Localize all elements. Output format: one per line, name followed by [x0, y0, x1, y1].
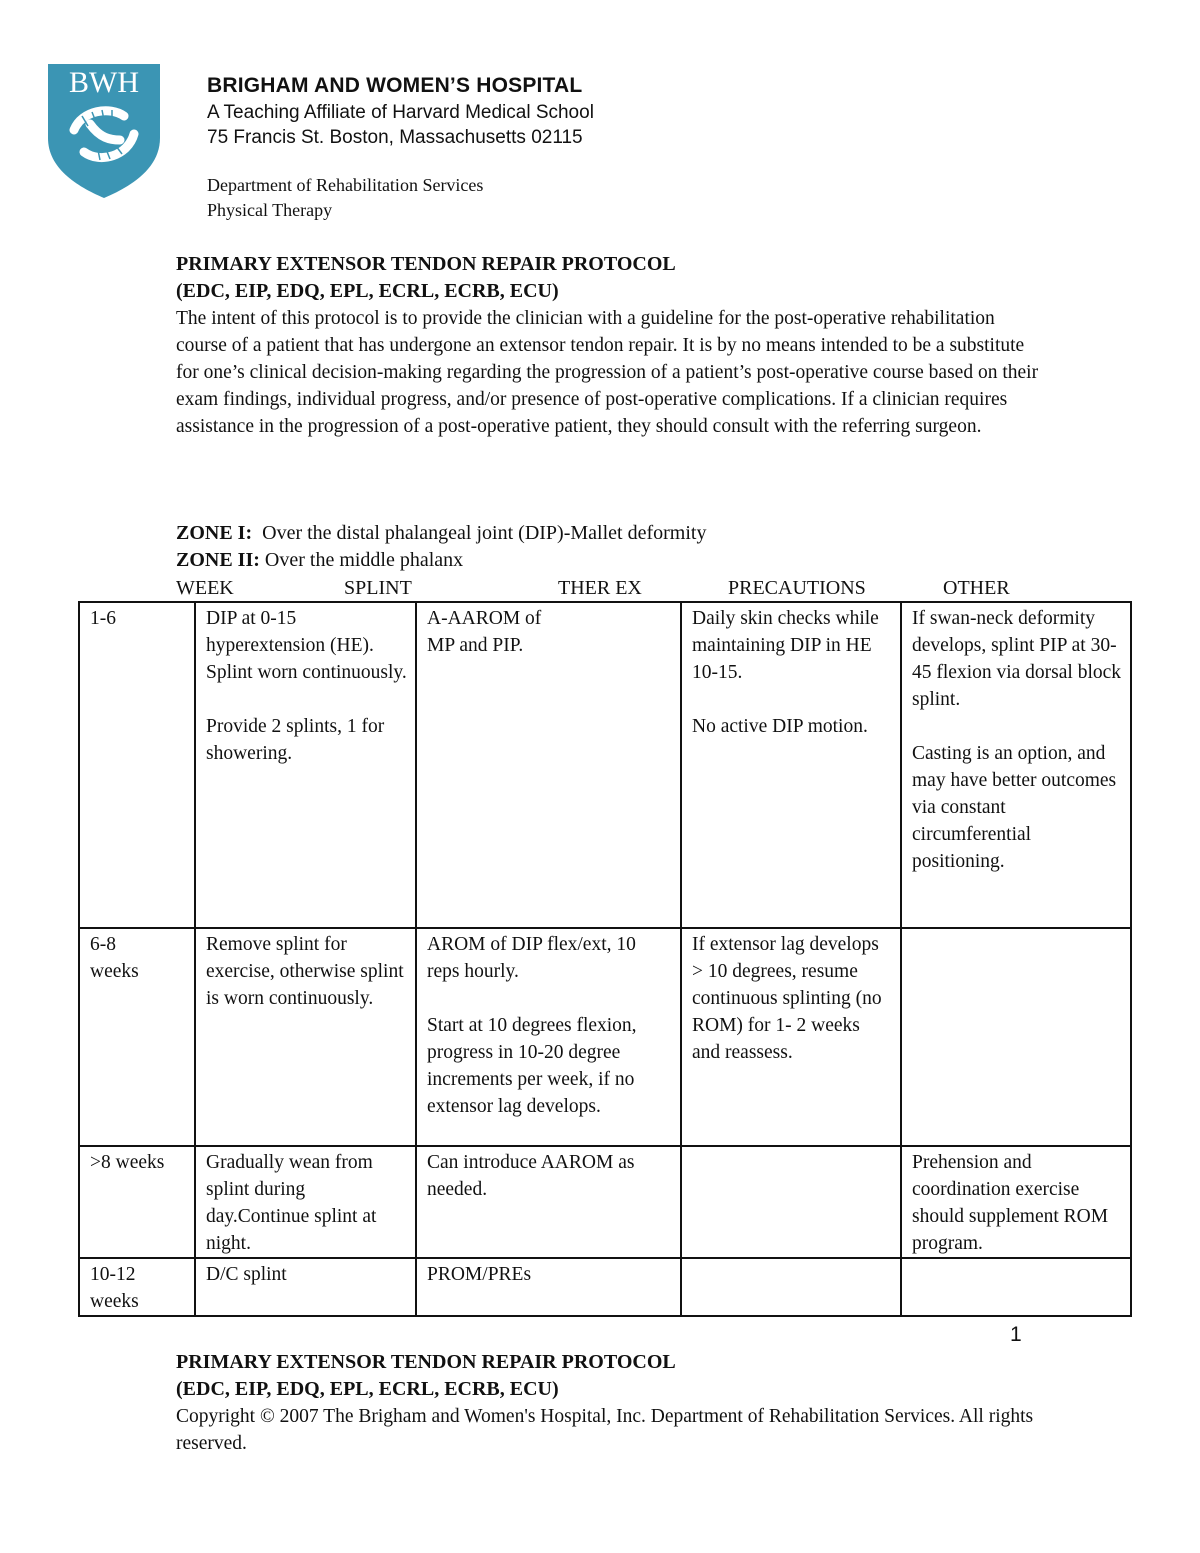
zone-list	[176, 520, 706, 574]
zone-2	[176, 547, 706, 574]
cell-splint: DIP at 0-15 hyperextension (HE). Splint worn continuously. Provide 2 splints, 1 for showering.	[195, 602, 416, 928]
footer-copyright: Copyright © 2007 The Brigham and Women's Hospital, Inc. Department of Rehabilitation Services. All rights reserved.	[176, 1406, 1034, 1454]
cell-week: >8 weeks	[79, 1146, 195, 1258]
cell-precautions: Daily skin checks while maintaining DIP in HE 10-15. No active DIP motion.	[681, 602, 901, 928]
column-header-precautions: PRECAUTIONS	[728, 577, 866, 599]
cell-precautions	[681, 1258, 901, 1316]
division-name: Physical Therapy	[207, 200, 333, 220]
table-row	[79, 602, 1131, 928]
column-header-week: WEEK	[176, 577, 234, 599]
cell-splint: Remove splint for exercise, otherwise splint is worn continuously.	[195, 928, 416, 1146]
protocol-table	[78, 601, 1132, 1317]
protocol-intent: The intent of this protocol is to provide the clinician with a guideline for the post-operative rehabilitation course of a patient that has undergone an extensor tendon repair. It is by no means intended to be a substitute for one’s clinical decision-making regarding the progression of a patient’s post-operative course based on their exam findings, individual progress, and/or presence of post-operative complications. If a clinician requires assistance in the progression of a post-operative patient, they should consult with the referring surgeon.	[176, 308, 1039, 437]
cell-ther-ex: AROM of DIP flex/ext, 10 reps hourly. Start at 10 degrees flexion, progress in 10-20 degree increments per week, if no extensor lag develops.	[416, 928, 681, 1146]
cell-week: 6-8 weeks	[79, 928, 195, 1146]
cell-splint: D/C splint	[195, 1258, 416, 1316]
cell-other: Prehension and coordination exercise should supplement ROM program.	[901, 1146, 1131, 1258]
department-block	[207, 173, 483, 223]
footer-tendons: (EDC, EIP, EDQ, EPL, ECRL, ECRB, ECU)	[176, 1378, 559, 1400]
cell-ther-ex: Can introduce AAROM as needed.	[416, 1146, 681, 1258]
protocol-intro	[176, 251, 1046, 440]
zone-1-label: ZONE I:	[176, 522, 253, 544]
bwh-logo-text: BWH	[69, 66, 139, 99]
cell-ther-ex: A-AAROM of MP and PIP.	[416, 602, 681, 928]
zone-2-desc: Over the middle phalanx	[264, 549, 464, 571]
table-row	[79, 1258, 1131, 1316]
hospital-affiliation: A Teaching Affiliate of Harvard Medical School	[207, 102, 594, 123]
protocol-tendons: (EDC, EIP, EDQ, EPL, ECRL, ECRB, ECU)	[176, 280, 559, 302]
zone-1	[176, 520, 706, 547]
cell-splint: Gradually wean from splint during day.Continue splint at night.	[195, 1146, 416, 1258]
footer-title: PRIMARY EXTENSOR TENDON REPAIR PROTOCOL	[176, 1351, 676, 1373]
cell-other	[901, 928, 1131, 1146]
table-row	[79, 928, 1131, 1146]
column-header-splint: SPLINT	[344, 577, 412, 599]
cell-precautions: If extensor lag develops > 10 degrees, resume continuous splinting (no ROM) for 1- 2 weeks and reassess.	[681, 928, 901, 1146]
protocol-title: PRIMARY EXTENSOR TENDON REPAIR PROTOCOL	[176, 253, 676, 275]
cell-week: 1-6	[79, 602, 195, 928]
zone-1-desc: Over the distal phalangeal joint (DIP)-Mallet deformity	[262, 522, 707, 544]
hospital-header	[207, 72, 594, 150]
cell-week: 10-12 weeks	[79, 1258, 195, 1316]
column-header-ther-ex: THER EX	[558, 577, 642, 599]
department-name: Department of Rehabilitation Services	[207, 175, 484, 195]
cell-ther-ex: PROM/PREs	[416, 1258, 681, 1316]
hospital-name: BRIGHAM AND WOMEN’S HOSPITAL	[207, 74, 583, 97]
page-number: 1	[1010, 1323, 1022, 1346]
page-footer	[176, 1349, 1076, 1457]
table-row	[79, 1146, 1131, 1258]
cell-other	[901, 1258, 1131, 1316]
zone-2-label: ZONE II:	[176, 549, 260, 571]
bwh-logo	[44, 60, 164, 200]
cell-precautions	[681, 1146, 901, 1258]
hospital-address: 75 Francis St. Boston, Massachusetts 02115	[207, 127, 583, 148]
cell-other: If swan-neck deformity develops, splint PIP at 30-45 flexion via dorsal block splint. Casting is an option, and may have better outcomes via constant circumferential positioning.	[901, 602, 1131, 928]
column-header-other: OTHER	[943, 577, 1010, 599]
